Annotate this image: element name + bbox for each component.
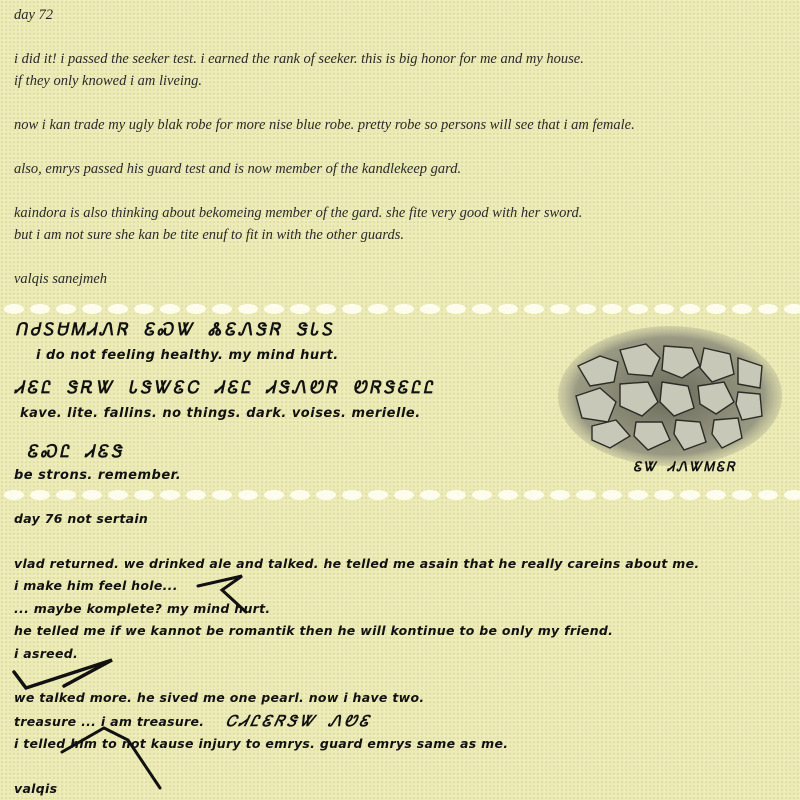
entry-paragraph: if they only knowed i am liveing. — [14, 73, 203, 89]
torn-divider-top — [0, 302, 800, 316]
script-line: ᏋᏍᏝ ᏗᏋᏕ — [25, 442, 128, 462]
entry-line: i telled him to not kause injury to emrys. guard emrys same as me. — [14, 736, 509, 751]
entry-signature: valqis sanejmeh — [14, 271, 108, 287]
entry-text: treasure ... i am treasure. — [14, 713, 205, 729]
entry-line: i make him feel hole... — [14, 578, 178, 593]
translation-line: kave. lite. fallins. no things. dark. voises. merielle. — [20, 406, 421, 421]
script-line: ᑎᏧᏚᏌᎷᏗᏁᏒ ᏋᏍᏔ ᏜᏋᏁᏕᏒ ᏕᏓᏚ — [13, 320, 339, 340]
entry-paragraph: kaindora is also thinking about bekomeing member of the gard. she fite very good with her sword. — [14, 205, 583, 221]
entry-paragraph: also, emrys passed his guard test and is now member of the kandlekeep gard. — [14, 161, 462, 177]
script-inline: ᏟᏗᏝᏋᏒᏕᏔ ᏁᏬᏋ — [224, 711, 375, 730]
entry-line: ... maybe komplete? my mind hurt. — [14, 600, 271, 616]
delirium-section — [0, 316, 800, 486]
translation-line: i do not feeling healthy. my mind hurt. — [36, 348, 339, 363]
entry-paragraph: now i kan trade my ugly blak robe for more nise blue robe. pretty robe so persons will see that i am female. — [14, 117, 635, 133]
entry-paragraph: i did it! i passed the seeker test. i earned the rank of seeker. this is big honor for me and my house. — [14, 51, 584, 67]
script-line: ᏗᏋᏝ ᏕᎡᏔ ᏓᏕᏔᏋᏟ ᏗᏋᏝ ᏗᏕᏁᏬᏒ ᏬᏒᏕᏋᏝᏝ — [13, 378, 440, 398]
torn-divider-bottom — [0, 488, 800, 502]
entry-signature: valqis — [14, 780, 58, 796]
entry-line: vlad returned. we drinked ale and talked. he telled me asain that he really careins about me. — [14, 555, 700, 571]
entry-line: i asreed. — [14, 645, 79, 661]
entry-line — [14, 710, 794, 734]
stone-wall-image — [558, 326, 783, 466]
entry-line: he telled me if we kannot be romantik then he will kontinue to be only my friend. — [14, 623, 614, 638]
journal-entry-day-72 — [14, 4, 794, 290]
translation-line: be strons. remember. — [14, 468, 182, 483]
entry-date: day 76 not sertain — [14, 511, 149, 526]
entry-paragraph: but i am not sure she kan be tite enuf to fit in with the other guards. — [14, 227, 404, 243]
journal-entry-day-76 — [14, 508, 794, 800]
entry-date: day 72 — [14, 7, 54, 23]
entry-line: we talked more. he sived me one pearl. now i have two. — [14, 690, 425, 705]
image-caption: ᏋᏔ ᏗᏁᏔᎷᏋᏒ — [632, 460, 739, 475]
